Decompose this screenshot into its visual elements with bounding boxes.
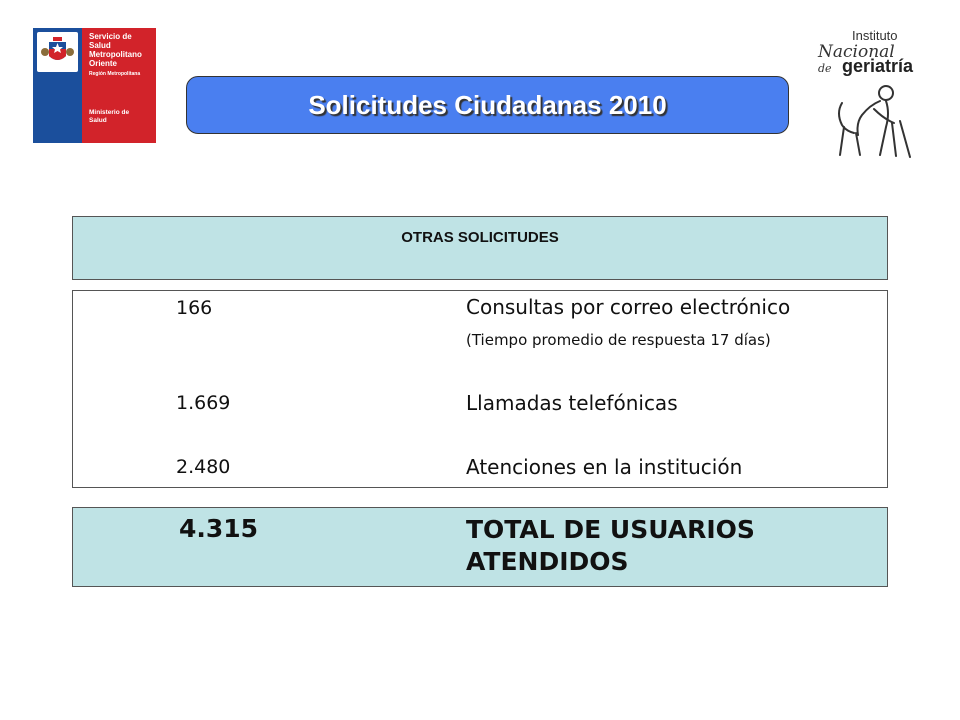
logo-name-line: Servicio de [89,32,132,41]
logo-region: Región Metropolitana [89,71,141,77]
logo-ministry-line: Salud [89,117,107,124]
total-label-line: ATENDIDOS [466,547,629,576]
total-count: 4.315 [179,514,259,543]
logo-name-line: Metropolitano [89,50,142,59]
logo-de: de [818,62,832,75]
logo-text-block [85,28,156,143]
title-banner [186,76,789,134]
logo-nacional: Nacional [818,42,895,62]
section-header-label: OTRAS SOLICITUDES [401,229,559,246]
logo-ministry [89,109,129,125]
logo-ministry-line: Ministerio de [89,109,130,116]
chile-crest-icon [37,32,78,72]
total-label-line: TOTAL DE USUARIOS [466,515,755,544]
item-count: 1.669 [176,392,231,414]
item-count: 2.480 [176,456,231,478]
section-header-box [72,216,888,280]
logo-name-line: Salud [89,41,111,50]
item-label: Consultas por correo electrónico [466,295,791,319]
ssmo-logo [33,28,156,143]
total-label [466,514,755,578]
logo-instituto: Instituto [852,28,898,43]
logo-name-line: Oriente [89,59,118,68]
item-count: 166 [176,297,213,319]
elderly-couple-icon [834,83,914,158]
geriatria-logo [812,28,932,158]
item-label: Llamadas telefónicas [466,391,678,415]
item-note: (Tiempo promedio de respuesta 17 días) [466,331,771,349]
logo-blue-stripe [33,28,82,143]
item-label: Atenciones en la institución [466,455,743,479]
page-title: Solicitudes Ciudadanas 2010 [308,89,667,120]
total-box [72,507,888,587]
logo-geriatria: geriatría [842,56,914,76]
logo-service-name [89,32,152,68]
requests-list-box [72,290,888,488]
